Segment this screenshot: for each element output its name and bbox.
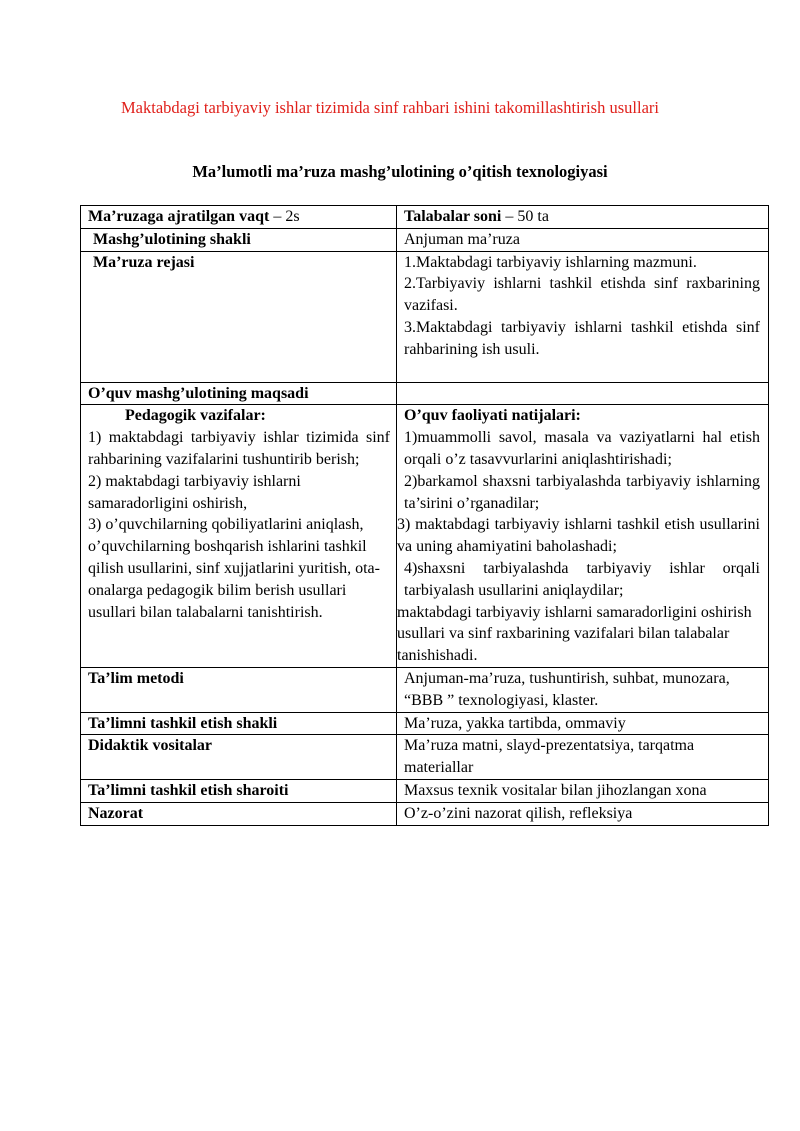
table-row [81, 228, 769, 251]
org-form-value: Ma’ruza, yakka tartibda, ommaviy [397, 712, 769, 735]
list-item: 1) maktabdagi tarbiyaviy ishlar tizimida sinf rahbarining vazifalarini tushuntirib berish; [88, 429, 390, 468]
method-cell [81, 667, 397, 712]
didactic-label: Didaktik vositalar [88, 737, 213, 755]
students-label: Talabalar soni [404, 208, 502, 225]
list-item: 3) maktabdagi tarbiyaviy ishlarni tashkil etish usullarini va uning ahamiyatini baholashadi; [397, 516, 760, 556]
goal-cell [81, 382, 397, 405]
table-row [81, 405, 769, 668]
table-row [81, 667, 769, 712]
org-form-cell [81, 712, 397, 735]
conditions-cell [81, 779, 397, 802]
method-label: Ta’lim metodi [88, 669, 184, 687]
results-cell [397, 405, 769, 668]
plan-cell [81, 251, 397, 382]
conditions-label: Ta’limni tashkil etish sharoiti [88, 781, 289, 799]
pedagogic-heading: Pedagogik vazifalar: [125, 407, 266, 425]
list-item: 2.Tarbiyaviy ishlarni tashkil etishda sinf raxbarining vazifasi. [404, 275, 760, 315]
org-form-label: Ta’limni tashkil etish shakli [88, 714, 278, 732]
control-cell [81, 802, 397, 825]
didactic-cell [81, 735, 397, 780]
list-item: 1.Maktabdagi tarbiyaviy ishlarning mazmuni. [404, 253, 697, 271]
form-cell [81, 228, 397, 251]
table-row [81, 206, 769, 229]
table-row [81, 735, 769, 780]
table-row [81, 251, 769, 382]
students-cell [397, 206, 769, 229]
document-title: Maktabdagi tarbiyaviy ishlar tizimida sinf rahbari ishini takomillashtirish usullari [121, 98, 659, 117]
form-value: Anjuman ma’ruza [397, 228, 769, 251]
didactic-value: Ma’ruza matni, slayd-prezentatsiya, tarqatma materiallar [397, 735, 769, 780]
goal-empty-cell [397, 382, 769, 405]
goal-label: O’quv mashg’ulotining maqsadi [88, 384, 309, 402]
time-value: – 2s [269, 208, 300, 225]
list-item: maktabdagi tarbiyaviy ishlarni samaradorligini oshirish usullari va sinf raxbarining vazifalari bilan talabalar tanishishadi. [397, 603, 752, 665]
list-item: 1)muammolli savol, masala va vaziyatlarni hal etish orqali o’z tasavvurlarini aniqlashtirishadi; [404, 429, 760, 468]
list-item: 2) maktabdagi tarbiyaviy ishlarni samaradorligini oshirish, [88, 472, 301, 512]
plan-items-cell [397, 251, 769, 382]
control-label: Nazorat [88, 804, 144, 822]
table-row [81, 779, 769, 802]
table-row [81, 712, 769, 735]
table-row [81, 382, 769, 405]
results-heading: O’quv faoliyati natijalari: [404, 407, 581, 425]
plan-label: Ma’ruza rejasi [93, 253, 195, 271]
pedagogic-cell [81, 405, 397, 668]
table-row [81, 802, 769, 825]
form-label: Mashg’ulotining shakli [93, 230, 251, 248]
list-item: 3) o’quvchilarning qobiliyatlarini aniqlash, o’quvchilarning boshqarish ishlarini tashkil qilish usullarini, sinf xujjatlarini yuritish, ota-onalarga pedagogik bilim berish usullari usullari bilan talabalarni tanishtirish. [88, 516, 380, 621]
time-label: Ma’ruzaga ajratilgan vaqt [88, 208, 270, 225]
list-item: 4)shaxsni tarbiyalashda tarbiyaviy ishlar orqali tarbiyalash usullarini aniqlaydilar; [404, 559, 760, 599]
time-cell [81, 206, 397, 229]
list-item: 3.Maktabdagi tarbiyaviy ishlarni tashkil etishda sinf rahbarining ish usuli. [404, 318, 760, 358]
method-value: Anjuman-ma’ruza, tushuntirish, suhbat, munozara, “BBB ” texnologiyasi, klaster. [397, 667, 769, 712]
lesson-plan-table [80, 205, 769, 826]
conditions-value: Maxsus texnik vositalar bilan jihozlangan xona [397, 779, 769, 802]
document-subtitle: Ma’lumotli ma’ruza mashg’ulotining o’qitish texnologiyasi [192, 162, 608, 181]
control-value: O’z-o’zini nazorat qilish, refleksiya [397, 802, 769, 825]
list-item: 2)barkamol shaxsni tarbiyalashda tarbiyaviy ishlarning ta’sirini o’rganadilar; [404, 472, 760, 512]
students-value: – 50 ta [501, 208, 549, 225]
